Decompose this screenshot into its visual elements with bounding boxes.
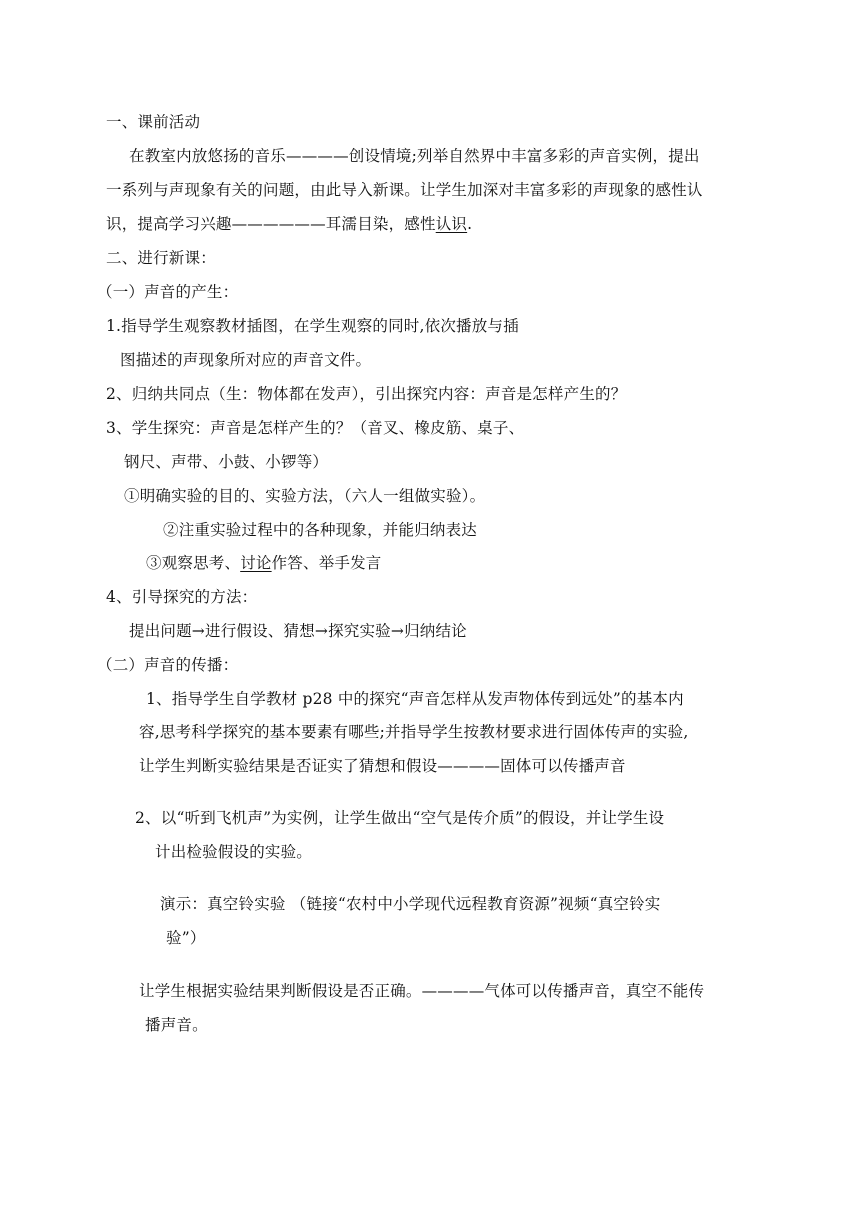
paragraph-line: 2、以“听到飞机声”为实例，让学生做出“空气是传介质”的假设，并让学生设 — [135, 809, 665, 827]
sub-step: ①明确实验的目的、实验方法，（六人一组做实验）。 — [124, 487, 486, 505]
demo-line: 验”） — [166, 929, 206, 947]
paragraph-line: 计出检验假设的实验。 — [155, 843, 313, 861]
conclusion-line: 播声音。 — [145, 1016, 208, 1034]
paragraph-line — [106, 214, 472, 234]
section-heading-new-lesson: 二、进行新课： — [106, 249, 216, 267]
conclusion-line: 让学生根据实验结果判断假设是否正确。————气体可以传播声音，真空不能传 — [139, 982, 705, 1000]
paragraph-text: . — [467, 215, 473, 233]
method-flow: 提出问题→进行假设、猜想→探究实验→归纳结论 — [129, 622, 467, 640]
sub-step: ②注重实验过程中的各种现象，并能归纳表达 — [163, 521, 478, 539]
underlined-term-taolun: 讨论 — [240, 554, 272, 572]
list-item: 2、归纳共同点（生：物体都在发声），引出探究内容：声音是怎样产生的？ — [106, 385, 627, 403]
demo-line: 演示：真空铃实验 （链接“农村中小学现代远程教育资源”视频“真空铃实 — [160, 895, 661, 913]
subsection-heading-sound-production: （一）声音的产生： — [97, 283, 239, 301]
list-item: 1.指导学生观察教材插图，在学生观察的同时,依次播放与插 — [106, 317, 519, 335]
underlined-term-renshi: 认识 — [435, 215, 468, 233]
list-item-continuation: 钢尺、声带、小鼓、小锣等） — [124, 453, 329, 471]
paragraph-line: 一系列与声现象有关的问题，由此导入新课。让学生加深对丰富多彩的声现象的感性认 — [106, 181, 703, 199]
paragraph-line: 1、指导学生自学教材 p28 中的探究“声音怎样从发声物体传到远处”的基本内 — [146, 690, 684, 708]
sub-step — [146, 553, 382, 573]
paragraph-line: 容,思考科学探究的基本要素有哪些;并指导学生按教材要求进行固体传声的实验, — [139, 723, 689, 741]
list-item: 3、学生探究：声音是怎样产生的？（音叉、橡皮筋、桌子、 — [106, 419, 525, 437]
section-heading-pre-class: 一、课前活动 — [106, 113, 201, 131]
subsection-heading-sound-propagation: （二）声音的传播： — [97, 656, 239, 674]
sub-step-text: 作答、举手发言 — [271, 554, 382, 572]
paragraph-line: 让学生判断实验结果是否证实了猜想和假设————固体可以传播声音 — [139, 757, 626, 775]
sub-step-text: ③观察思考、 — [146, 554, 241, 572]
list-item: 4、引导探究的方法： — [106, 588, 258, 606]
list-item-continuation: 图描述的声现象所对应的声音文件。 — [120, 351, 372, 369]
paragraph-line: 在教室内放悠扬的音乐————创设情境;列举自然界中丰富多彩的声音实例，提出 — [129, 147, 700, 165]
paragraph-text: 识，提高学习兴趣——————耳濡目染，感性 — [106, 215, 436, 233]
